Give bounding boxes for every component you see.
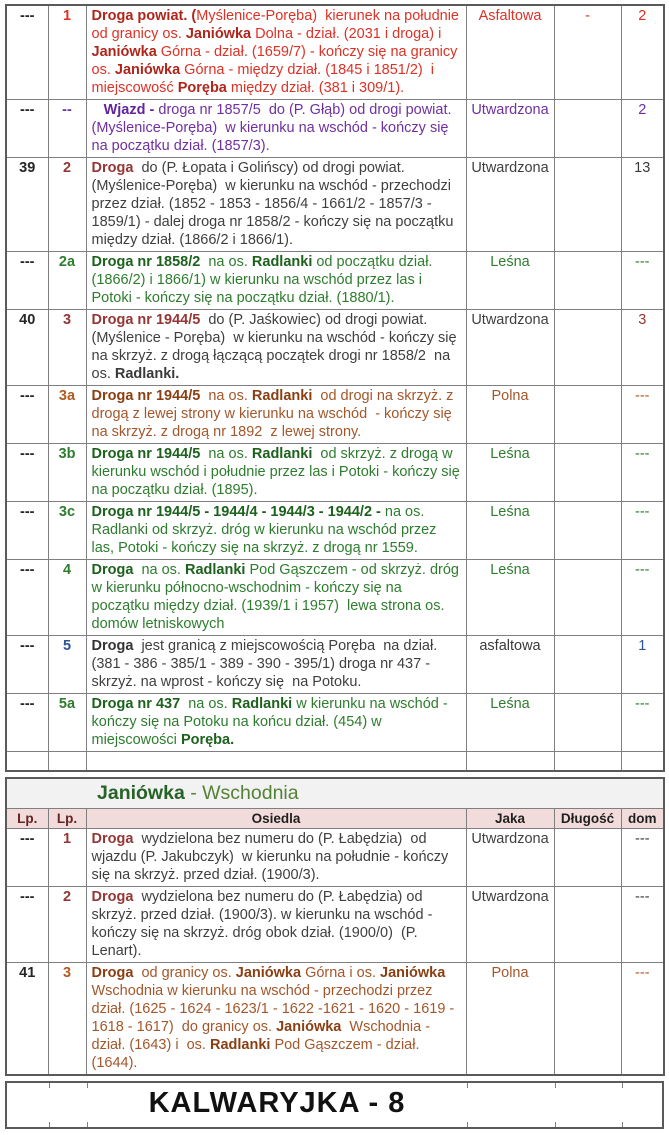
desc-text: Wschodnia - dział. (1643) i os. <box>91 1019 435 1053</box>
cell-description <box>86 100 466 158</box>
cell-length: - <box>554 5 621 100</box>
column-header-osiedla: Osiedla <box>86 809 466 829</box>
desc-text: Pod Gąszczem - dział. (1644). <box>91 1037 424 1071</box>
desc-strong-text: Droga <box>91 562 134 578</box>
cell-lp-main: 39 <box>6 158 48 252</box>
cell-lp-main: --- <box>6 887 48 963</box>
table-row <box>6 444 664 502</box>
desc-strong-text: Radlanki. <box>114 366 180 382</box>
column-divider-tick <box>555 1083 556 1088</box>
cell-surface-type: Polna <box>466 963 554 1076</box>
cell-lp-sub: 4 <box>48 560 86 636</box>
cell-lp-main: --- <box>6 100 48 158</box>
column-header-dlugosc: Długość <box>554 809 621 829</box>
cell-length <box>554 752 621 772</box>
desc-strong-text: Droga <box>91 831 134 847</box>
desc-text: droga nr 1857/5 do (P. Głąb) od drogi powiat. (Myślenice-Poręba) w kierunku na wschód - kończy się na początku dział. (1857/3). <box>91 102 456 154</box>
table-row <box>6 5 664 100</box>
cell-lp-main: 41 <box>6 963 48 1076</box>
desc-strong-text: Radlanki <box>209 1037 271 1053</box>
cell-surface-type: Leśna <box>466 560 554 636</box>
desc-text: Górna - między dział. (1845 i 1851/2) i miejscowość <box>91 62 439 96</box>
section-title-kalwaryjka: KALWARYJKA - 8 <box>148 1087 406 1119</box>
cell-lp-main <box>6 752 48 772</box>
cell-lp-main: --- <box>6 636 48 694</box>
desc-strong-text: Radlanki <box>251 254 313 270</box>
cell-length <box>554 444 621 502</box>
cell-surface-type: Leśna <box>466 252 554 310</box>
desc-text: w kierunku na wschód - kończy się na Potoku na końcu dział. (454) w miejscowości <box>91 696 452 748</box>
desc-text: na os. <box>133 562 185 578</box>
cell-lp-sub: 2a <box>48 252 86 310</box>
desc-strong-text: Wjazd - <box>91 102 159 118</box>
cell-length <box>554 560 621 636</box>
desc-text: na os. Radlanki od skrzyż. dróg w kierunku na wschód przez las, Potoki - kończy się na skrzyż. z drogą nr 1559. <box>91 504 441 556</box>
cell-surface-type: Utwardzona <box>466 887 554 963</box>
desc-text: między dział. (381 i 309/1). <box>226 80 405 96</box>
desc-text: Myślenice-Poręba) kierunek na południe od granicy os. <box>91 8 464 42</box>
cell-lp-main: --- <box>6 694 48 752</box>
cell-surface-type: Leśna <box>466 444 554 502</box>
desc-text: jest granicą z miejscowością Poręba na dział. (381 - 386 - 385/1 - 389 - 390 - 395/1) droga nr 437 - skrzyż. na wprost - kończy się na Potoku. <box>91 638 442 690</box>
cell-house-count: 1 <box>621 636 664 694</box>
table-row <box>6 694 664 752</box>
cell-lp-sub: 5 <box>48 636 86 694</box>
column-divider-tick <box>622 1122 623 1127</box>
cell-surface-type: Polna <box>466 386 554 444</box>
roads-table-janiowka-wschodnia <box>5 777 664 1076</box>
table-row <box>6 887 664 963</box>
cell-description <box>86 252 466 310</box>
desc-strong-text: Droga nr 1944/5 - 1944/4 - 1944/3 - 1944/2 - <box>91 504 381 520</box>
desc-strong-text: Radlanki <box>251 446 313 462</box>
cell-lp-main: --- <box>6 560 48 636</box>
desc-text: od drogi na skrzyż. z drogą z lewej strony w kierunku na wschód - kończy się na skrzyż. z drogą nr 1892 z lewej strony. <box>91 388 458 440</box>
desc-text: od granicy os. <box>133 965 236 981</box>
cell-length <box>554 252 621 310</box>
column-divider-tick <box>467 1122 468 1127</box>
cell-house-count <box>621 752 664 772</box>
roads-table-upper-grid <box>5 4 665 772</box>
desc-strong-text: Radlanki <box>185 562 246 578</box>
cell-house-count: --- <box>621 887 664 963</box>
cell-length <box>554 502 621 560</box>
cell-length <box>554 636 621 694</box>
cell-description <box>86 5 466 100</box>
desc-strong-text: Poręba <box>177 80 227 96</box>
cell-description <box>86 963 466 1076</box>
desc-text: wydzielona bez numeru do (P. Łabędzia) od wjazdu (P. Jakubczyk) w kierunku na południe - kończy się na skrzyż. przed dział. (1900/3). <box>91 831 453 883</box>
section-title-janiowka-wschodnia <box>6 778 664 809</box>
cell-house-count: 2 <box>621 5 664 100</box>
cell-length <box>554 963 621 1076</box>
table-row <box>6 310 664 386</box>
column-divider-tick <box>49 1122 50 1127</box>
desc-text: do (P. Łopata i Golińscy) od drogi powiat. (Myślenice-Poręba) w kierunku na wschód - przechodzi przez dział. (1852 - 1853 - 1856/4 - 1661/2 - 1857/3 - 1859/1) - dalej droga nr 1858/2 - kończy się na początku między dział. (1866/2 i 1866/1). <box>91 160 458 248</box>
column-header-jaka: Jaka <box>466 809 554 829</box>
cell-description <box>86 560 466 636</box>
table-row <box>6 252 664 310</box>
cell-lp-main: --- <box>6 502 48 560</box>
cell-house-count: --- <box>621 963 664 1076</box>
desc-text: na os. <box>180 696 232 712</box>
roads-table-janiowka-wschodnia-grid <box>5 777 665 1076</box>
cell-house-count: --- <box>621 560 664 636</box>
roads-table-upper <box>5 4 664 772</box>
table-row <box>6 158 664 252</box>
cell-description <box>86 158 466 252</box>
section-title-text <box>97 781 663 805</box>
cell-length <box>554 100 621 158</box>
cell-surface-type: Leśna <box>466 694 554 752</box>
cell-house-count: --- <box>621 386 664 444</box>
cell-surface-type: Utwardzona <box>466 829 554 887</box>
cell-lp-main: 40 <box>6 310 48 386</box>
desc-text: wydzielona bez numeru do (P. Łabędzia) od skrzyż. przed dział. (1900/3). w kierunku na wschód - kończy się na skrzyż. dróg obok dział. (1900/0) (P. Lenart). <box>91 889 437 959</box>
desc-strong-text: Droga nr 1858/2 <box>91 254 201 270</box>
desc-text: na os. <box>200 446 252 462</box>
column-divider-tick <box>555 1122 556 1127</box>
desc-strong-text: Poręba. <box>180 732 235 748</box>
section-title-row <box>6 778 664 809</box>
cell-lp-sub: 3c <box>48 502 86 560</box>
cell-lp-sub: 3 <box>48 310 86 386</box>
table-row <box>6 752 664 772</box>
desc-strong-text: Radlanki <box>231 696 293 712</box>
cell-length <box>554 829 621 887</box>
cell-lp-sub: 1 <box>48 5 86 100</box>
cell-surface-type: Leśna <box>466 502 554 560</box>
cell-description <box>86 636 466 694</box>
desc-text: Górna - dział. (1659/7) - kończy się na granicy os. <box>91 44 462 78</box>
cell-length <box>554 158 621 252</box>
desc-text: od skrzyż. z drogą w kierunku wschód i południe przez las i Potoki - kończy się na początku dział. (1895). <box>91 446 464 498</box>
cell-lp-sub: 2 <box>48 158 86 252</box>
cell-house-count: --- <box>621 829 664 887</box>
cell-length <box>554 386 621 444</box>
cell-surface-type <box>466 752 554 772</box>
desc-strong-text: Droga <box>91 965 134 981</box>
column-header-lp-main: Lp. <box>6 809 48 829</box>
cell-description <box>86 310 466 386</box>
cell-lp-sub: 3b <box>48 444 86 502</box>
desc-strong-text: Janiówka <box>114 62 181 78</box>
table-row <box>6 636 664 694</box>
cell-description <box>86 752 466 772</box>
table-row <box>6 560 664 636</box>
desc-strong-text: Janiówka <box>91 44 157 60</box>
desc-strong-text: Droga <box>91 638 134 654</box>
desc-strong-text: Droga nr 1944/5 <box>91 312 201 328</box>
cell-lp-sub <box>48 752 86 772</box>
desc-strong-text: Droga powiat. ( <box>91 8 197 24</box>
cell-house-count: --- <box>621 444 664 502</box>
cell-surface-type: asfaltowa <box>466 636 554 694</box>
column-divider-tick <box>467 1083 468 1088</box>
desc-text: Pod Gąszczem - od skrzyż. dróg w kierunku północno-wschodnim - kończy się na początku między dział. (1939/1 i 1957) lewa strona os. domów letniskowych <box>91 562 464 632</box>
table-row <box>6 100 664 158</box>
cell-lp-main: --- <box>6 5 48 100</box>
cell-surface-type: Utwardzona <box>466 100 554 158</box>
column-divider-tick <box>87 1083 88 1088</box>
desc-strong-text: Droga nr 1944/5 <box>91 446 201 462</box>
desc-strong-text: Droga nr 1944/5 <box>91 388 201 404</box>
column-divider-tick <box>49 1083 50 1088</box>
cell-length <box>554 887 621 963</box>
column-header-dom: dom <box>621 809 664 829</box>
desc-strong-text: Janiówka <box>235 965 302 981</box>
cell-lp-main: --- <box>6 252 48 310</box>
desc-strong-text: Droga nr 437 <box>91 696 181 712</box>
desc-strong-text: Radlanki <box>251 388 313 404</box>
column-header-row <box>6 809 664 829</box>
cell-lp-main: --- <box>6 829 48 887</box>
desc-text: Wschodnia w kierunku na wschód - przechodzi przez dział. (1625 - 1624 - 1623/1 - 1622 -1621 - 1620 - 1619 - 1618 - 1617) do granicy os. <box>91 965 459 1035</box>
desc-text: na os. <box>200 388 252 404</box>
cell-house-count: 13 <box>621 158 664 252</box>
footer-section <box>5 1081 664 1129</box>
cell-surface-type: Utwardzona <box>466 158 554 252</box>
cell-lp-sub: 3a <box>48 386 86 444</box>
cell-length <box>554 310 621 386</box>
cell-length <box>554 694 621 752</box>
cell-lp-sub: 2 <box>48 887 86 963</box>
cell-lp-sub: 3 <box>48 963 86 1076</box>
column-divider-tick <box>87 1122 88 1127</box>
cell-house-count: --- <box>621 252 664 310</box>
desc-strong-text: Janiówka <box>185 26 252 42</box>
desc-strong-text: Droga <box>91 160 134 176</box>
cell-lp-sub: -- <box>48 100 86 158</box>
column-header-lp-sub: Lp. <box>48 809 86 829</box>
table-row <box>6 386 664 444</box>
cell-description <box>86 829 466 887</box>
desc-text: do (P. Jaśkowiec) od drogi powiat. (Myślenice - Poręba) w kierunku na wschód - kończy się na skrzyż. z drogą łączącą początek drogi nr 1858/2 na os. <box>91 312 461 382</box>
desc-strong-text: Janiówka <box>380 965 446 981</box>
desc-strong-text: Janiówka <box>276 1019 342 1035</box>
cell-house-count: --- <box>621 502 664 560</box>
desc-text: Górna i os. <box>301 965 381 981</box>
table-row <box>6 963 664 1076</box>
cell-surface-type: Utwardzona <box>466 310 554 386</box>
cell-surface-type: Asfaltowa <box>466 5 554 100</box>
cell-lp-main: --- <box>6 444 48 502</box>
cell-description <box>86 694 466 752</box>
section-title-segment: - Wschodnia <box>184 782 299 804</box>
section-title-segment: Janiówka <box>97 782 185 804</box>
cell-lp-sub: 1 <box>48 829 86 887</box>
cell-description <box>86 444 466 502</box>
desc-text: Dolna - dział. (2031 i droga) i <box>251 26 446 42</box>
cell-lp-sub: 5a <box>48 694 86 752</box>
cell-lp-main: --- <box>6 386 48 444</box>
desc-text: od początku dział. (1866/2) i 1866/1) w kierunku na wschód przez las i Potoki - kończy się na początku dział. (1880/1). <box>91 254 437 306</box>
desc-strong-text: Droga <box>91 889 134 905</box>
column-divider-tick <box>622 1083 623 1088</box>
cell-description <box>86 386 466 444</box>
desc-text: na os. <box>200 254 252 270</box>
table-row <box>6 502 664 560</box>
cell-house-count: --- <box>621 694 664 752</box>
table-row <box>6 829 664 887</box>
cell-description <box>86 502 466 560</box>
cell-description <box>86 887 466 963</box>
cell-house-count: 3 <box>621 310 664 386</box>
cell-house-count: 2 <box>621 100 664 158</box>
